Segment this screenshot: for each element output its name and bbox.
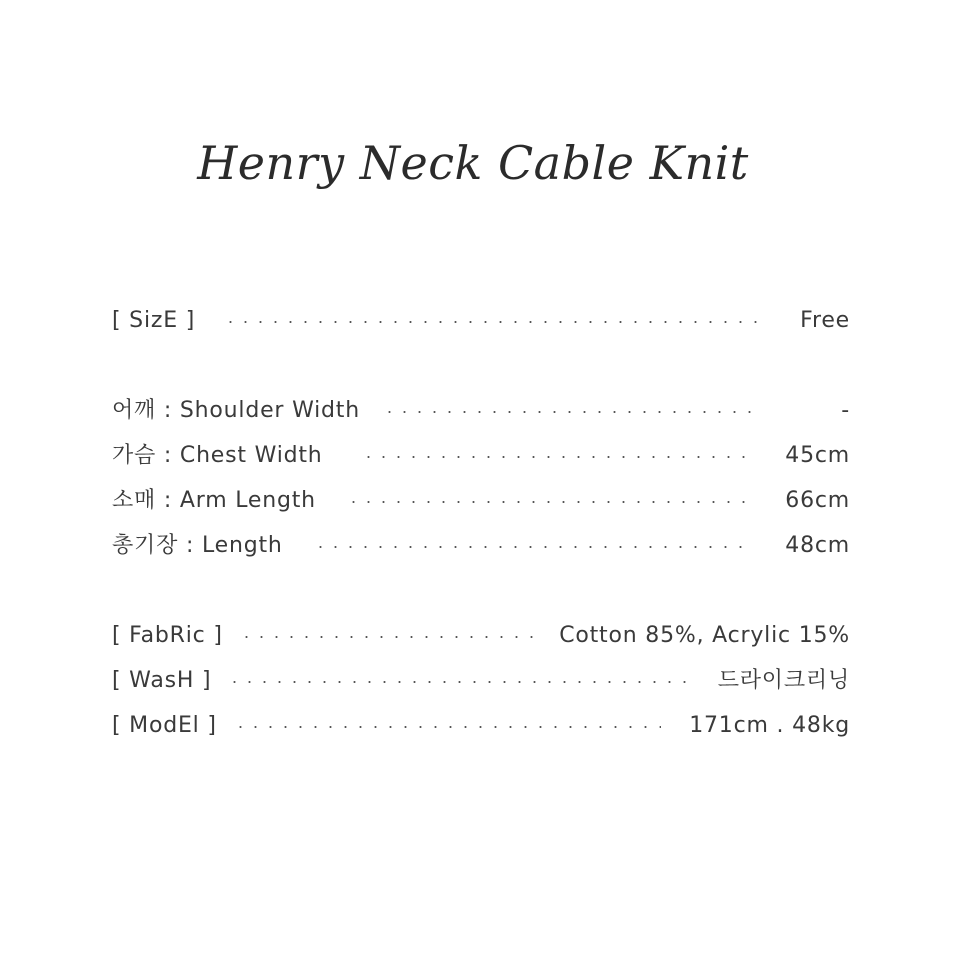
spec-row-fabric xyxy=(112,619,850,653)
spec-row-length xyxy=(112,529,850,563)
product-title: Henry Neck Cable Knit xyxy=(197,136,749,190)
dotted-leader xyxy=(361,456,754,458)
dotted-leader xyxy=(227,681,689,683)
spec-label: [ ModEl ] xyxy=(112,713,217,738)
dotted-leader xyxy=(313,546,754,548)
spec-label: [ FabRic ] xyxy=(112,623,223,648)
spec-value: Free xyxy=(800,308,850,333)
spec-label: 가슴 : Chest Width xyxy=(112,443,323,468)
spec-value: Cotton 85%, Acrylic 15% xyxy=(559,623,850,648)
spec-value: - xyxy=(841,398,850,423)
dotted-leader xyxy=(233,726,661,728)
spec-label: [ SizE ] xyxy=(112,308,196,333)
spec-value: 45cm xyxy=(785,443,850,468)
spec-row-model xyxy=(112,709,850,743)
spec-label: [ WasH ] xyxy=(112,668,212,693)
dotted-leader xyxy=(223,321,760,323)
dotted-leader xyxy=(346,501,753,503)
spec-row-shoulder xyxy=(112,394,850,428)
spec-value: 171cm . 48kg xyxy=(689,713,850,738)
spec-value: 48cm xyxy=(785,533,850,558)
spec-row-wash xyxy=(112,664,850,698)
spec-row-chest xyxy=(112,439,850,473)
spec-value: 드라이크리닝 xyxy=(717,668,850,693)
spec-value: 66cm xyxy=(785,488,850,513)
spec-label: 총기장 : Length xyxy=(112,533,283,558)
spec-label: 어깨 : Shoulder Width xyxy=(112,398,360,423)
spec-label: 소매 : Arm Length xyxy=(112,488,316,513)
dotted-leader xyxy=(382,411,751,413)
spec-row-size xyxy=(112,304,850,338)
spec-row-arm xyxy=(112,484,850,518)
dotted-leader xyxy=(239,636,533,638)
